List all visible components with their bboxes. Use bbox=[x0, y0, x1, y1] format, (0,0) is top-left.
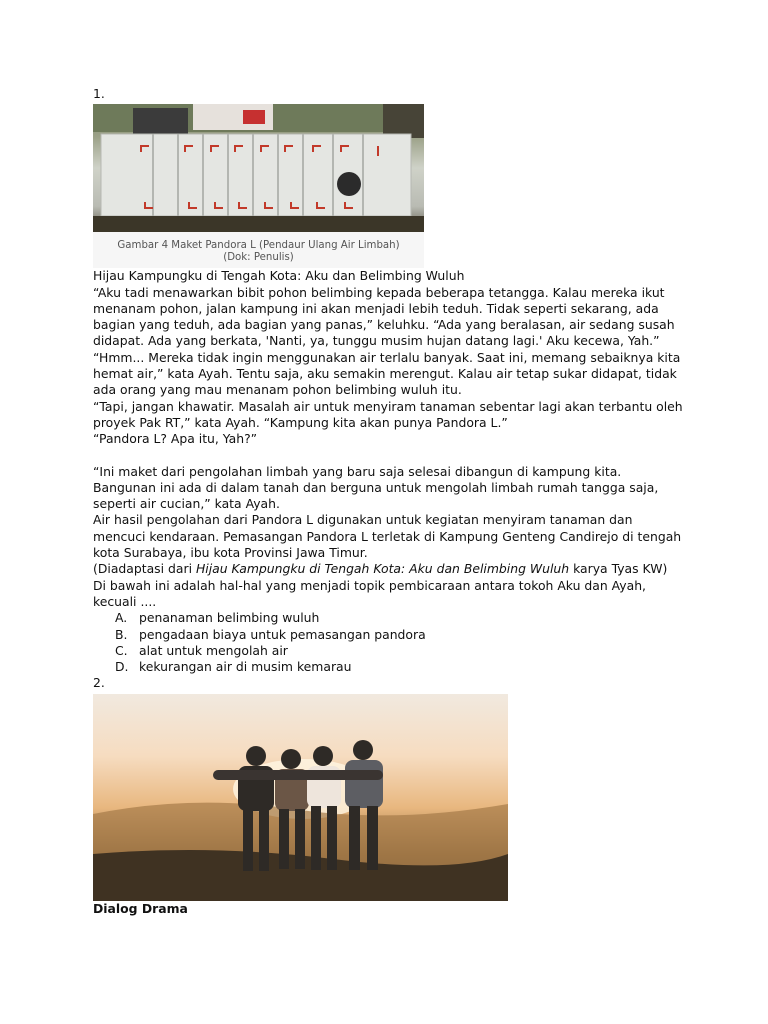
question-1-text: Di bawah ini adalah hal-hal yang menjadi topik pembicaraan antara tokoh Aku dan Ayah, kecuali .... bbox=[93, 577, 646, 609]
friends-sunset-illustration bbox=[93, 694, 508, 901]
story-paragraph: “Hmm... Mereka tidak ingin menggunakan air terlalu banyak. Saat ini, memang sebaiknya kita hemat air,” kata Ayah. Tentu saja, aku semakin merengut. Kalau air tetap sukar didapat, tidak ada orang yang mau menanam pohon belimbing wuluh itu. bbox=[93, 349, 681, 398]
option-letter: D. bbox=[115, 659, 129, 675]
pandora-model-illustration bbox=[93, 104, 424, 232]
option-text: alat untuk mengolah air bbox=[139, 642, 288, 658]
question-2-number: 2. bbox=[93, 675, 105, 691]
source-title: Hijau Kampungku di Tengah Kota: Aku dan Belimbing Wuluh bbox=[195, 561, 570, 577]
story-paragraph: Air hasil pengolahan dari Pandora L digunakan untuk kegiatan menyiram tanaman dan mencuci kendaraan. Pemasangan Pandora L terletak di Kampung Genteng Candirejo di tengah kota Surabaya, ibu kota Provinsi Jawa Timur. bbox=[93, 512, 682, 561]
photo-pandora-model bbox=[93, 104, 424, 232]
option-text: pengadaan biaya untuk pemasangan pandora bbox=[139, 626, 426, 642]
source-suffix: karya Tyas KW) bbox=[569, 561, 668, 577]
answer-options bbox=[93, 610, 683, 675]
story-paragraph: “Ini maket dari pengolahan limbah yang baru saja selesai dibangun di kampung kita. Bangunan ini ada di dalam tanah dan berguna untuk mengolah limbah rumah tangga saja, seperti air cucian,” kata Ayah. bbox=[93, 463, 659, 512]
figure-pandora-model bbox=[93, 104, 424, 268]
story-paragraph: “Aku tadi menawarkan bibit pohon belimbing kepada beberapa tetangga. Kalau mereka ikut menanam pohon, jalan kampung ini akan menjadi lebih teduh. Tidak seperti sekarang, ada bagian yang teduh, ada bagian yang panas,” keluhku. “Ada yang beralasan, air sedang susah didapat. Ada yang berkata, 'Nanti, ya, tunggu musim hujan datang lagi.' Aku kecewa, Yah.” bbox=[93, 284, 675, 349]
source-prefix: (Diadaptasi dari bbox=[93, 561, 196, 577]
story-paragraph: “Tapi, jangan khawatir. Masalah air untuk menyiram tanaman sebentar lagi akan terbantu oleh proyek Pak RT,” kata Ayah. “Kampung kita akan punya Pandora L.” bbox=[93, 398, 683, 430]
option-d[interactable] bbox=[93, 659, 683, 675]
question-2-heading: Dialog Drama bbox=[93, 900, 188, 916]
paragraph-gap bbox=[93, 448, 683, 464]
photo-friends-sunset bbox=[93, 694, 508, 901]
figure-caption-line-1: Gambar 4 Maket Pandora L (Pendaur Ulang Air Limbah) bbox=[117, 240, 400, 252]
story-paragraph: “Pandora L? Apa itu, Yah?” bbox=[93, 431, 258, 447]
option-a[interactable] bbox=[93, 610, 683, 626]
question-1-number: 1. bbox=[93, 86, 105, 101]
option-b[interactable] bbox=[93, 627, 683, 643]
option-c[interactable] bbox=[93, 643, 683, 659]
option-letter: C. bbox=[115, 642, 128, 658]
figure-caption-line-2: (Dok: Penulis) bbox=[223, 252, 294, 264]
figure-caption bbox=[93, 232, 424, 268]
option-text: penanaman belimbing wuluh bbox=[139, 610, 320, 626]
option-letter: B. bbox=[115, 626, 128, 642]
source-citation bbox=[93, 561, 683, 577]
story-title: Hijau Kampungku di Tengah Kota: Aku dan Belimbing Wuluh bbox=[93, 268, 465, 284]
option-text: kekurangan air di musim kemarau bbox=[139, 659, 352, 675]
option-letter: A. bbox=[115, 610, 128, 626]
document-page bbox=[93, 86, 683, 917]
